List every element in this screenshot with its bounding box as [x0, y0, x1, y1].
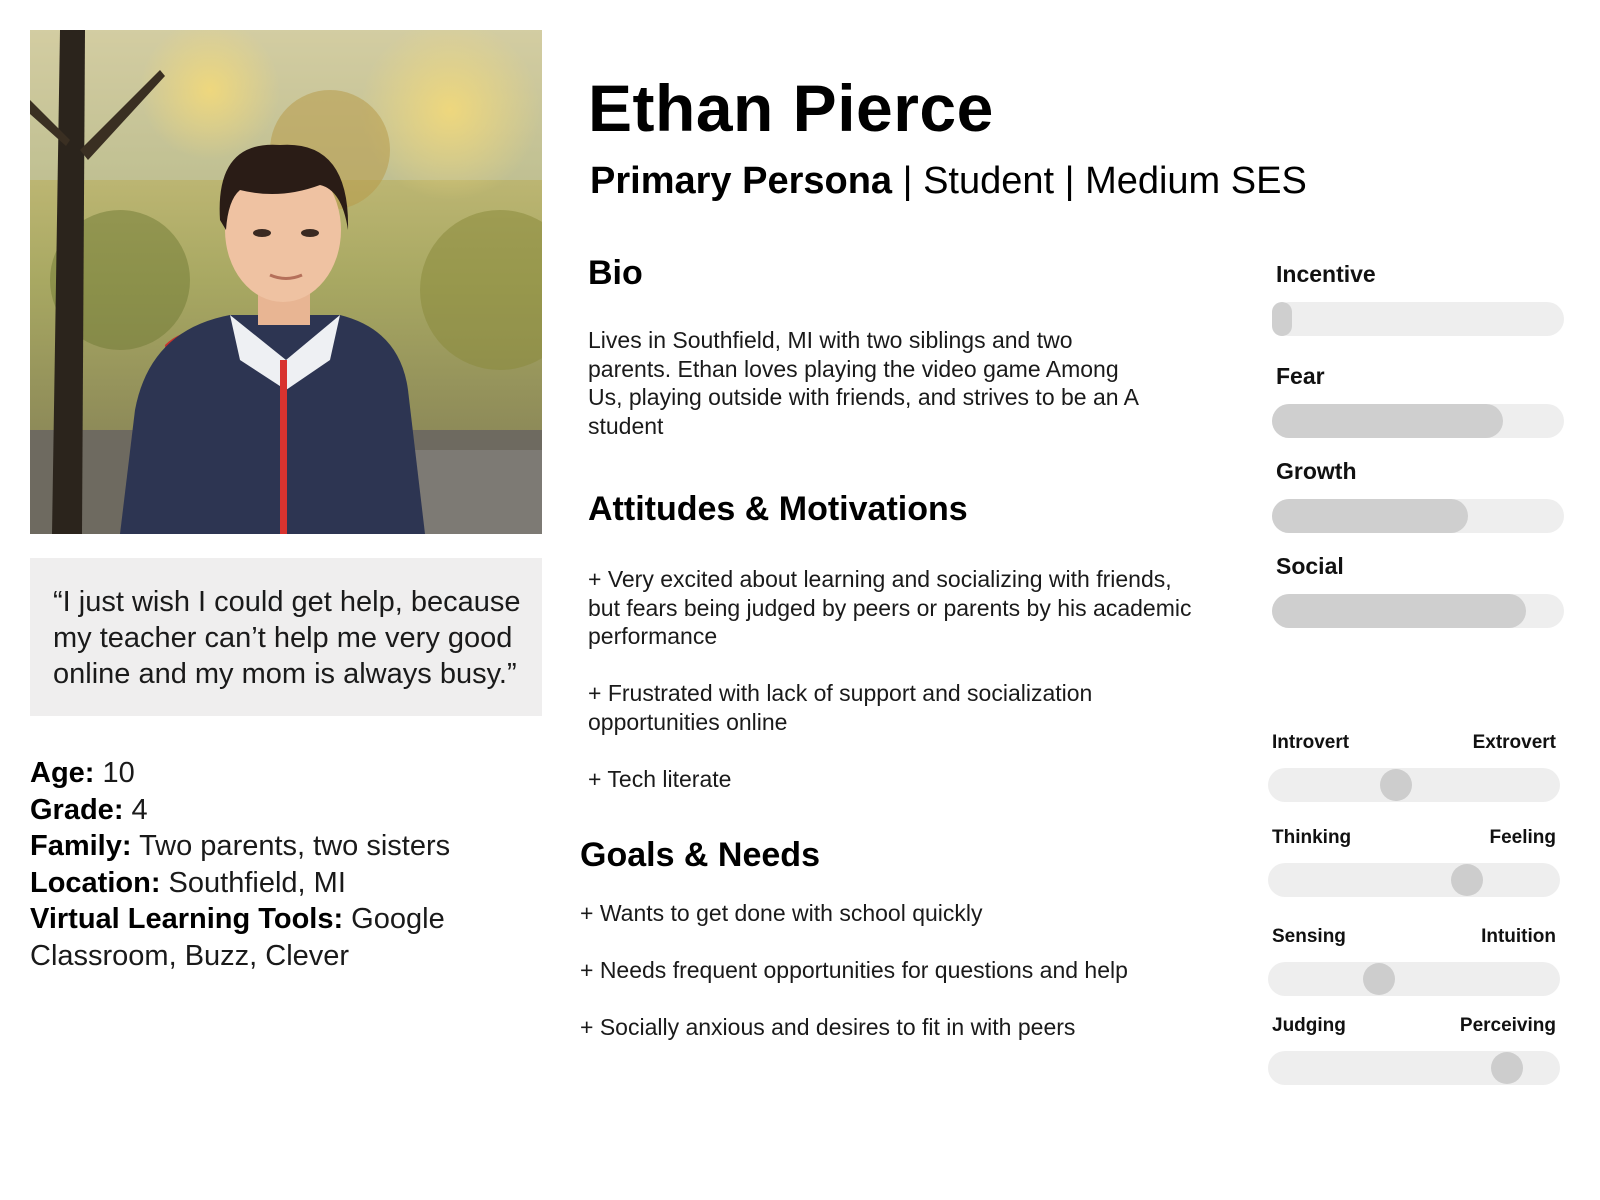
list-item: + Very excited about learning and socializing with friends, but fears being judged by peers or parents by his academic performance — [588, 566, 1192, 649]
motivation-label: Social — [1276, 553, 1344, 579]
subtitle-ses: Medium SES — [1085, 160, 1307, 202]
persona-quote: “I just wish I could get help, because my teacher can’t help me very good online and my mom is always busy.” — [53, 586, 521, 690]
trait-right-label: Intuition — [1481, 926, 1556, 947]
fact-value: 10 — [94, 757, 135, 789]
motivation-track — [1272, 404, 1564, 438]
trait-track — [1268, 863, 1560, 897]
fact-family — [30, 828, 530, 865]
trait-track — [1268, 768, 1560, 802]
trait-right-label: Extrovert — [1472, 732, 1556, 753]
fact-tools — [30, 901, 530, 974]
trait-left-label: Sensing — [1272, 926, 1346, 947]
trait-judging-perceiving — [1268, 1015, 1560, 1085]
persona-photo — [30, 30, 542, 534]
trait-left-label: Judging — [1272, 1015, 1346, 1036]
motivation-track — [1272, 594, 1564, 628]
goals-heading: Goals & Needs — [580, 836, 820, 874]
trait-track — [1268, 962, 1560, 996]
motivation-fill — [1272, 499, 1468, 533]
subtitle-type: Student — [923, 160, 1055, 202]
fact-value: Google Classroom, Buzz, Clever — [30, 903, 445, 972]
subtitle-separator: | — [892, 160, 924, 202]
motivation-social — [1272, 552, 1566, 628]
motivation-growth — [1272, 457, 1566, 533]
list-item: + Socially anxious and desires to fit in with peers — [580, 1014, 1076, 1040]
fact-value: 4 — [123, 793, 148, 826]
attitudes-list — [588, 565, 1208, 822]
fact-age — [30, 755, 530, 792]
fact-label: Family: — [30, 830, 132, 862]
persona-subtitle — [590, 158, 1307, 204]
motivation-fill — [1272, 302, 1292, 336]
fact-label: Grade: — [30, 793, 124, 826]
subtitle-separator: | — [1054, 160, 1086, 202]
trait-knob — [1380, 769, 1412, 801]
motivation-fill — [1272, 404, 1503, 438]
fact-label: Age: — [30, 757, 95, 789]
facts-list — [30, 755, 530, 974]
motivation-track — [1272, 499, 1564, 533]
persona-name: Ethan Pierce — [588, 71, 994, 145]
list-item: + Tech literate — [588, 765, 732, 792]
trait-track — [1268, 1051, 1560, 1085]
quote-box — [30, 558, 542, 716]
bio-text: Lives in Southfield, MI with two siblings and two parents. Ethan loves playing the video game Among Us, playing outside with friends, and strives to be an A student — [588, 327, 1138, 439]
motivation-track — [1272, 302, 1564, 336]
fact-label: Virtual Learning Tools: — [30, 903, 344, 935]
fact-grade — [30, 792, 530, 829]
motivation-label: Incentive — [1276, 261, 1376, 287]
goals-list — [580, 899, 1140, 1070]
trait-left-label: Introvert — [1272, 732, 1350, 753]
trait-introvert-extrovert — [1268, 732, 1560, 802]
motivation-label: Fear — [1276, 363, 1325, 389]
subtitle-role: Primary Persona — [590, 160, 893, 202]
motivation-fear — [1272, 362, 1566, 438]
trait-left-label: Thinking — [1272, 827, 1352, 848]
fact-label: Location: — [30, 866, 161, 899]
bio-heading: Bio — [588, 254, 643, 292]
trait-sensing-intuition — [1268, 926, 1560, 996]
list-item: + Frustrated with lack of support and socialization opportunities online — [588, 680, 1093, 735]
trait-knob — [1451, 864, 1483, 896]
trait-right-label: Feeling — [1489, 827, 1556, 848]
fact-value: Southfield, MI — [160, 866, 346, 899]
attitudes-heading: Attitudes & Motivations — [588, 490, 968, 528]
trait-right-label: Perceiving — [1459, 1015, 1556, 1036]
trait-thinking-feeling — [1268, 827, 1560, 897]
list-item: + Needs frequent opportunities for questions and help — [580, 957, 1128, 983]
trait-knob — [1363, 963, 1395, 995]
list-item: + Wants to get done with school quickly — [580, 900, 983, 926]
fact-location — [30, 865, 530, 902]
trait-knob — [1491, 1052, 1523, 1084]
motivation-incentive — [1272, 260, 1566, 336]
motivation-fill — [1272, 594, 1526, 628]
motivation-label: Growth — [1276, 458, 1357, 484]
fact-value: Two parents, two sisters — [131, 830, 451, 862]
